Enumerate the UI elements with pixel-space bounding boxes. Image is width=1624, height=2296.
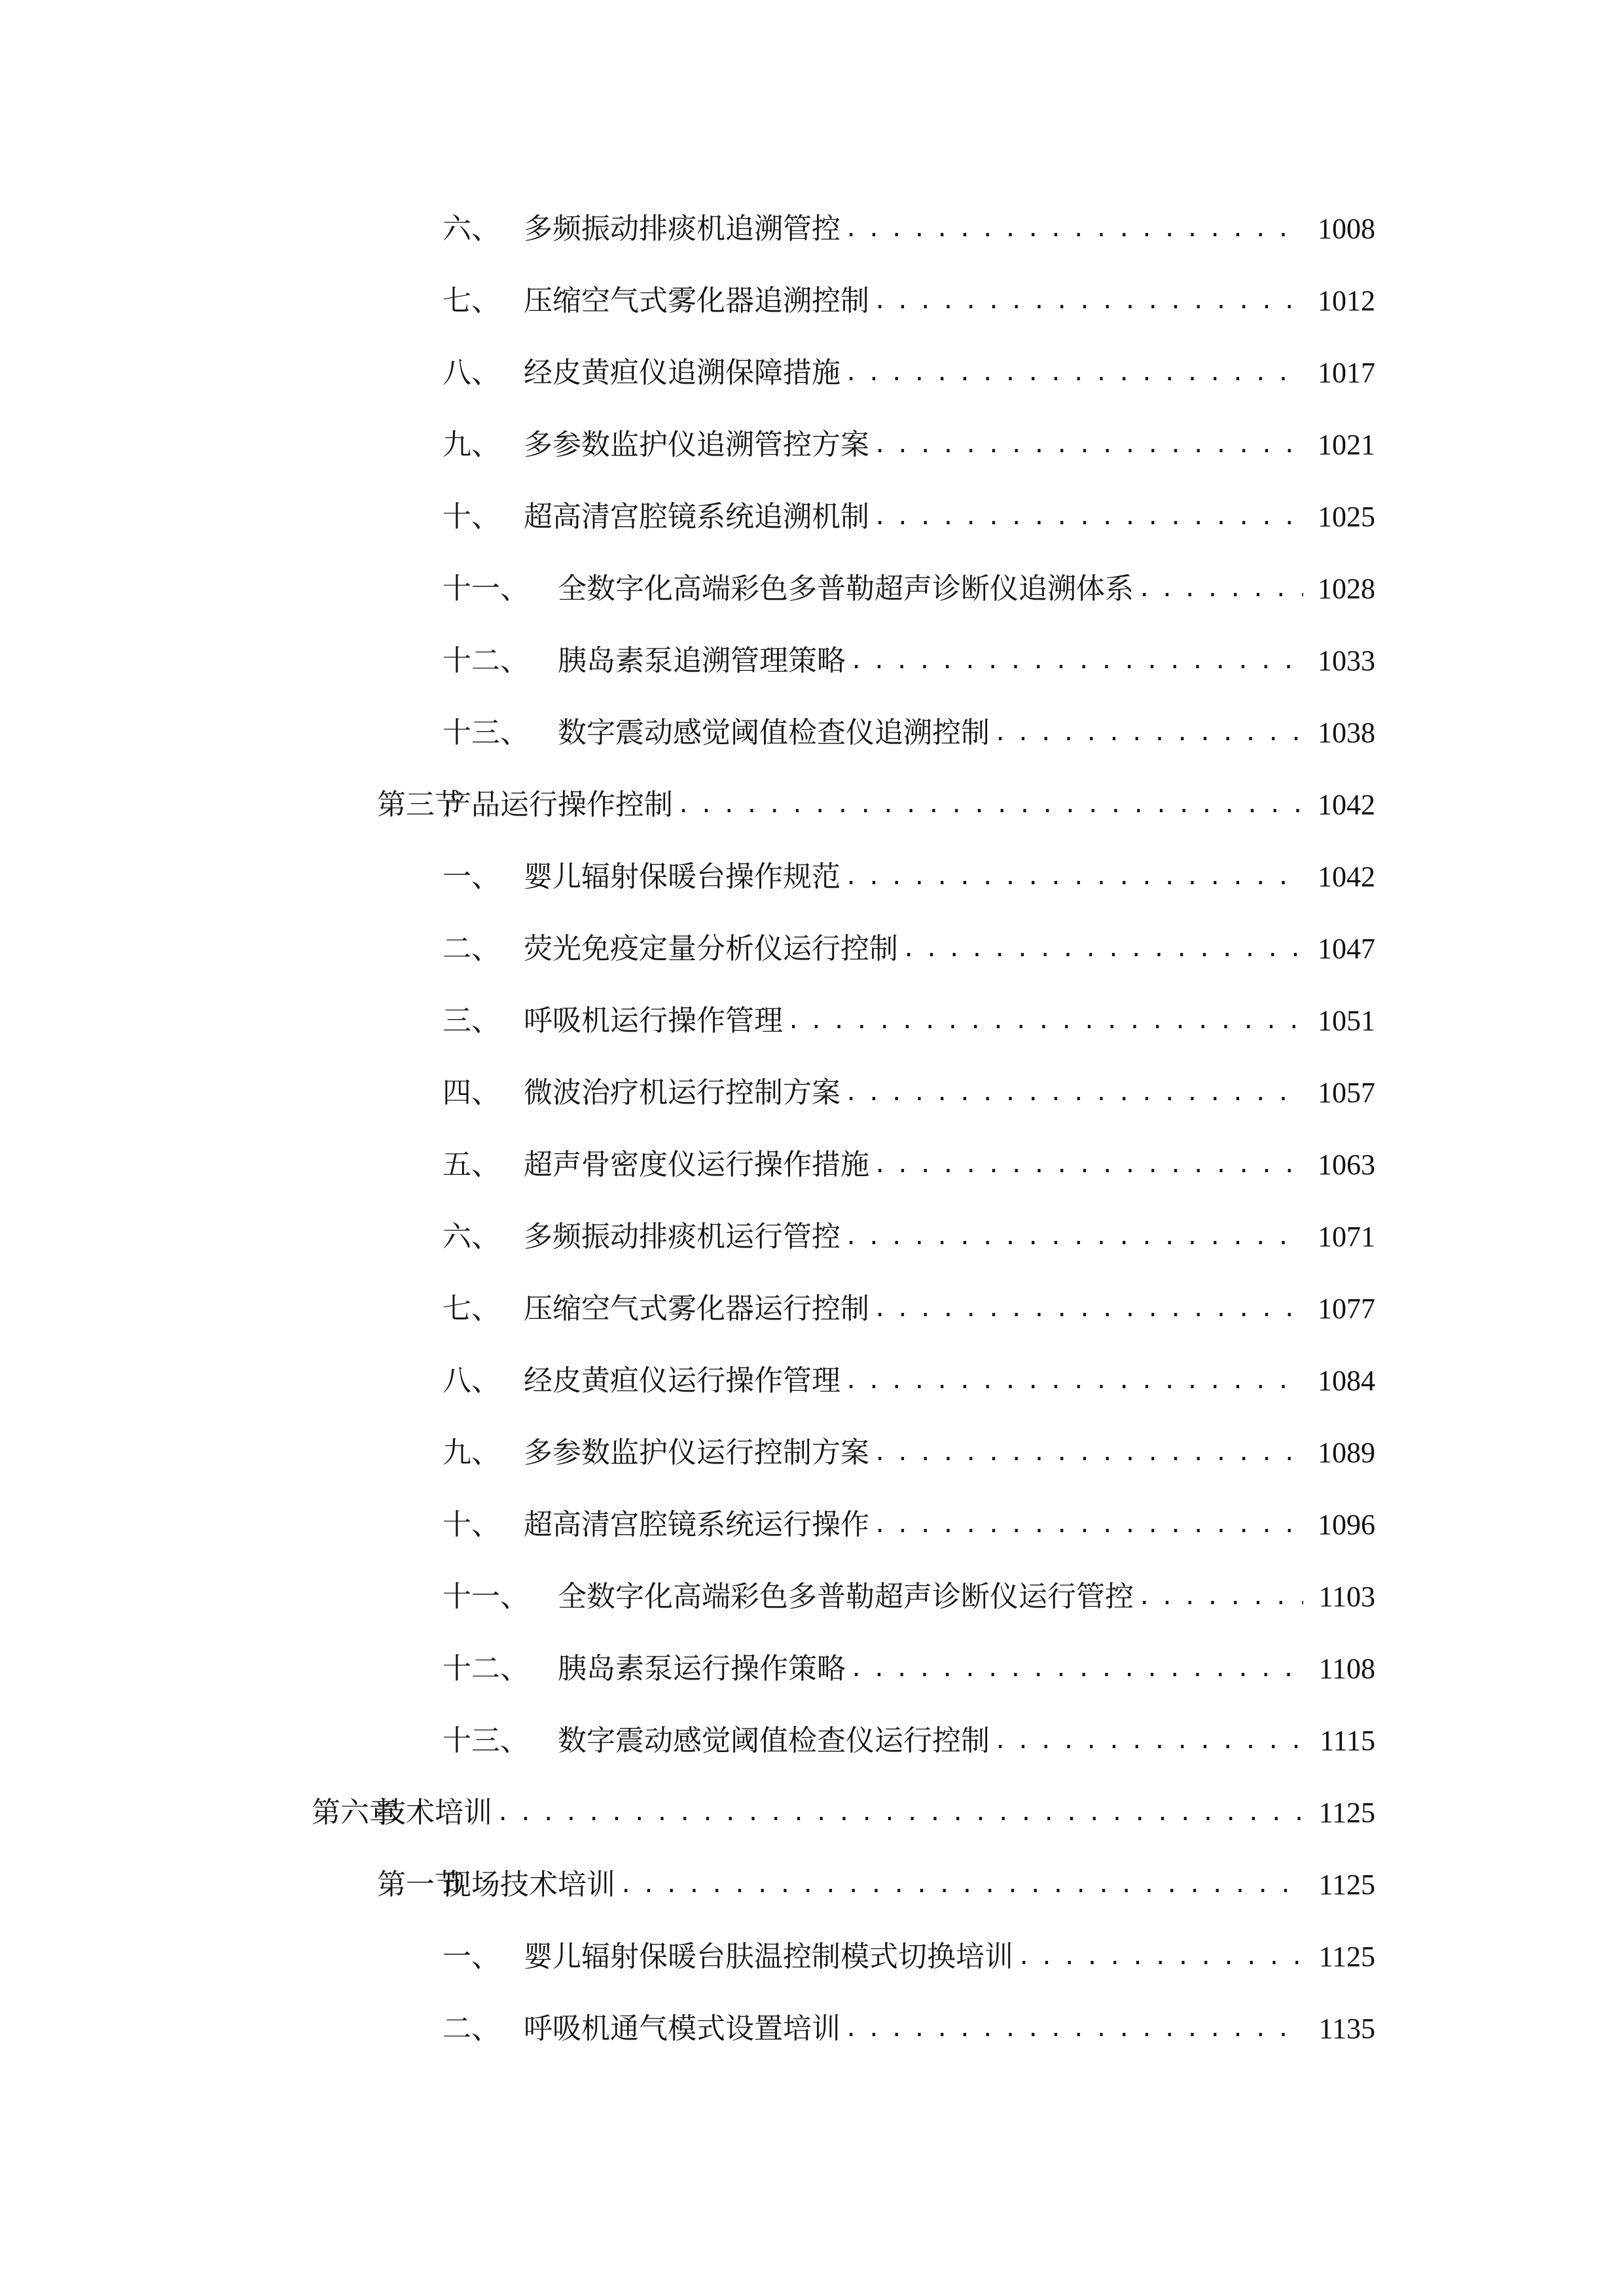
dot-leader: [844, 2003, 1303, 2055]
toc-entry-page: 1038: [1318, 717, 1375, 749]
toc-entry[interactable]: [442, 1715, 1375, 1767]
toc-entry[interactable]: [442, 1283, 1375, 1335]
toc-entry-number: 十一、: [442, 572, 529, 605]
toc-entry-title: 胰岛素泵追溯管理策略: [558, 644, 846, 677]
toc-chapter-number: 第六章: [312, 1796, 398, 1829]
toc-entry-page: 1108: [1318, 1653, 1375, 1685]
toc-entry-title: 婴儿辐射保暖台肤温控制模式切换培训: [524, 1940, 1013, 1973]
toc-entry-number: 一、: [442, 1940, 500, 1973]
toc-entry-title: 多频振动排痰机追溯管控: [524, 212, 840, 245]
toc-entry[interactable]: [442, 1355, 1375, 1407]
dot-leader: [1138, 563, 1303, 615]
toc-entry-number: 八、: [442, 1364, 500, 1397]
toc-entry-page: 1135: [1318, 2013, 1375, 2045]
toc-section-number: 第三节: [377, 788, 463, 821]
toc-entry[interactable]: [442, 851, 1375, 903]
toc-entry-title: 婴儿辐射保暖台操作规范: [524, 860, 840, 893]
dot-leader: [873, 275, 1303, 327]
toc-entry-page: 1125: [1318, 1797, 1375, 1829]
toc-entry-page: 1017: [1318, 357, 1375, 389]
dot-leader: [873, 1427, 1303, 1479]
toc-entry-title: 超高清宫腔镜系统追溯机制: [524, 500, 869, 533]
toc-entry-number: 十二、: [442, 644, 529, 677]
toc-entry-number: 八、: [442, 356, 500, 389]
dot-leader: [873, 1499, 1303, 1551]
toc-entry-page: 1071: [1318, 1221, 1375, 1253]
toc-entry-title: 呼吸机运行操作管理: [524, 1004, 783, 1037]
dot-leader: [873, 491, 1303, 543]
toc-entry-number: 四、: [442, 1076, 500, 1109]
dot-leader: [1017, 1931, 1303, 1983]
toc-entry-number: 十二、: [442, 1652, 529, 1685]
toc-entry-title: 多频振动排痰机运行管控: [524, 1220, 840, 1253]
dot-leader: [994, 707, 1303, 759]
toc-entry-title: 超高清宫腔镜系统运行操作: [524, 1508, 869, 1541]
toc-section-entry[interactable]: [377, 779, 1375, 831]
dot-leader: [850, 635, 1303, 687]
dot-leader: [496, 1787, 1303, 1839]
toc-entry-number: 九、: [442, 1436, 500, 1469]
toc-entry-page: 1125: [1318, 1941, 1375, 1973]
dot-leader: [873, 419, 1303, 471]
toc-entry-title: 压缩空气式雾化器运行控制: [524, 1292, 869, 1325]
toc-entry-page: 1047: [1318, 933, 1375, 965]
toc-entry-number: 十一、: [442, 1580, 529, 1613]
toc-entry-page: 1089: [1318, 1437, 1375, 1469]
toc-entry[interactable]: [442, 275, 1375, 327]
toc-entry-page: 1057: [1318, 1077, 1375, 1109]
toc-entry-number: 二、: [442, 932, 500, 965]
toc-entry-page: 1103: [1318, 1581, 1375, 1613]
dot-leader: [844, 1067, 1303, 1119]
toc-entry[interactable]: [442, 1139, 1375, 1191]
toc-entry-number: 三、: [442, 1004, 500, 1037]
toc-entry-page: 1084: [1318, 1365, 1375, 1397]
dot-leader: [994, 1715, 1303, 1767]
dot-leader: [873, 1139, 1303, 1191]
toc-entry-number: 十、: [442, 1508, 500, 1541]
dot-leader: [850, 1643, 1303, 1695]
toc-entry-number: 六、: [442, 212, 500, 245]
toc-entry[interactable]: [442, 1211, 1375, 1263]
toc-section-entry[interactable]: [377, 1859, 1375, 1911]
toc-section-number: 第一节: [377, 1868, 463, 1901]
toc-entry-number: 九、: [442, 428, 500, 461]
toc-section-title: 现场技术培训: [442, 1868, 615, 1901]
toc-entry-title: 呼吸机通气模式设置培训: [524, 2012, 840, 2045]
toc-entry-page: 1125: [1318, 1869, 1375, 1901]
toc-entry-number: 十三、: [442, 716, 529, 749]
toc-entry-title: 超声骨密度仪运行操作措施: [524, 1148, 869, 1181]
dot-leader: [787, 995, 1303, 1047]
toc-entry-page: 1077: [1318, 1293, 1375, 1325]
toc-entry-number: 六、: [442, 1220, 500, 1253]
dot-leader: [844, 347, 1303, 399]
toc-entry[interactable]: [442, 1427, 1375, 1479]
toc-entry-title: 胰岛素泵运行操作策略: [558, 1652, 846, 1685]
toc-entry-title: 荧光免疫定量分析仪运行控制: [524, 932, 898, 965]
toc-entry-title: 经皮黄疸仪追溯保障措施: [524, 356, 840, 389]
toc-entry-number: 二、: [442, 2012, 500, 2045]
toc-entry-page: 1096: [1318, 1509, 1375, 1541]
toc-entry-title: 全数字化高端彩色多普勒超声诊断仪追溯体系: [558, 572, 1134, 605]
toc-entry-title: 数字震动感觉阈值检查仪运行控制: [558, 1724, 990, 1757]
toc-entry-page: 1008: [1318, 213, 1375, 245]
toc-entry-page: 1012: [1318, 285, 1375, 317]
toc-entry-title: 经皮黄疸仪运行操作管理: [524, 1364, 840, 1397]
toc-entry-title: 多参数监护仪运行控制方案: [524, 1436, 869, 1469]
toc-entry-page: 1063: [1318, 1149, 1375, 1181]
dot-leader: [844, 851, 1303, 903]
toc-entry-page: 1028: [1318, 573, 1375, 605]
toc-entry-title: 全数字化高端彩色多普勒超声诊断仪运行管控: [558, 1580, 1134, 1613]
toc-entry-page: 1115: [1320, 1725, 1375, 1757]
toc-entry-title: 压缩空气式雾化器追溯控制: [524, 284, 869, 317]
toc-chapter-entry[interactable]: [312, 1787, 1375, 1839]
toc-entry[interactable]: [442, 1643, 1375, 1695]
toc-entry[interactable]: [442, 635, 1375, 687]
dot-leader: [844, 203, 1303, 255]
toc-entry[interactable]: [442, 2003, 1375, 2055]
toc-entry[interactable]: [442, 1067, 1375, 1119]
dot-leader: [1138, 1571, 1303, 1623]
toc-entry-number: 十、: [442, 500, 500, 533]
toc-entry-page: 1025: [1318, 501, 1375, 533]
toc-entry[interactable]: [442, 491, 1375, 543]
toc-entry-page: 1033: [1318, 645, 1375, 677]
toc-section-title: 产品运行操作控制: [442, 788, 673, 821]
dot-leader: [873, 1283, 1303, 1335]
dot-leader: [677, 779, 1303, 831]
toc-entry-number: 七、: [442, 284, 500, 317]
toc-entry[interactable]: [442, 347, 1375, 399]
dot-leader: [844, 1355, 1303, 1407]
toc-entry-number: 十三、: [442, 1724, 529, 1757]
toc-entry-title: 微波治疗机运行控制方案: [524, 1076, 840, 1109]
toc-entry-page: 1021: [1318, 429, 1375, 461]
toc-entry-number: 五、: [442, 1148, 500, 1181]
toc-entry-title: 多参数监护仪追溯管控方案: [524, 428, 869, 461]
toc-entry-title: 数字震动感觉阈值检查仪追溯控制: [558, 716, 990, 749]
toc-entry[interactable]: [442, 203, 1375, 255]
toc-entry[interactable]: [442, 1931, 1375, 1983]
dot-leader: [619, 1859, 1303, 1911]
toc-entry[interactable]: [442, 1499, 1375, 1551]
toc-entry[interactable]: [442, 923, 1375, 975]
toc-entry[interactable]: [442, 995, 1375, 1047]
toc-entry[interactable]: [442, 707, 1375, 759]
toc-chapter-title: 技术培训: [377, 1796, 492, 1829]
toc-entry-page: 1042: [1318, 789, 1375, 821]
dot-leader: [844, 1211, 1303, 1263]
toc-entry-number: 一、: [442, 860, 500, 893]
toc-entry-page: 1042: [1318, 861, 1375, 893]
toc-entry[interactable]: [442, 1571, 1375, 1623]
toc-entry-number: 七、: [442, 1292, 500, 1325]
toc-entry[interactable]: [442, 563, 1375, 615]
dot-leader: [902, 923, 1303, 975]
toc-entry[interactable]: [442, 419, 1375, 471]
toc-entry-page: 1051: [1318, 1005, 1375, 1037]
